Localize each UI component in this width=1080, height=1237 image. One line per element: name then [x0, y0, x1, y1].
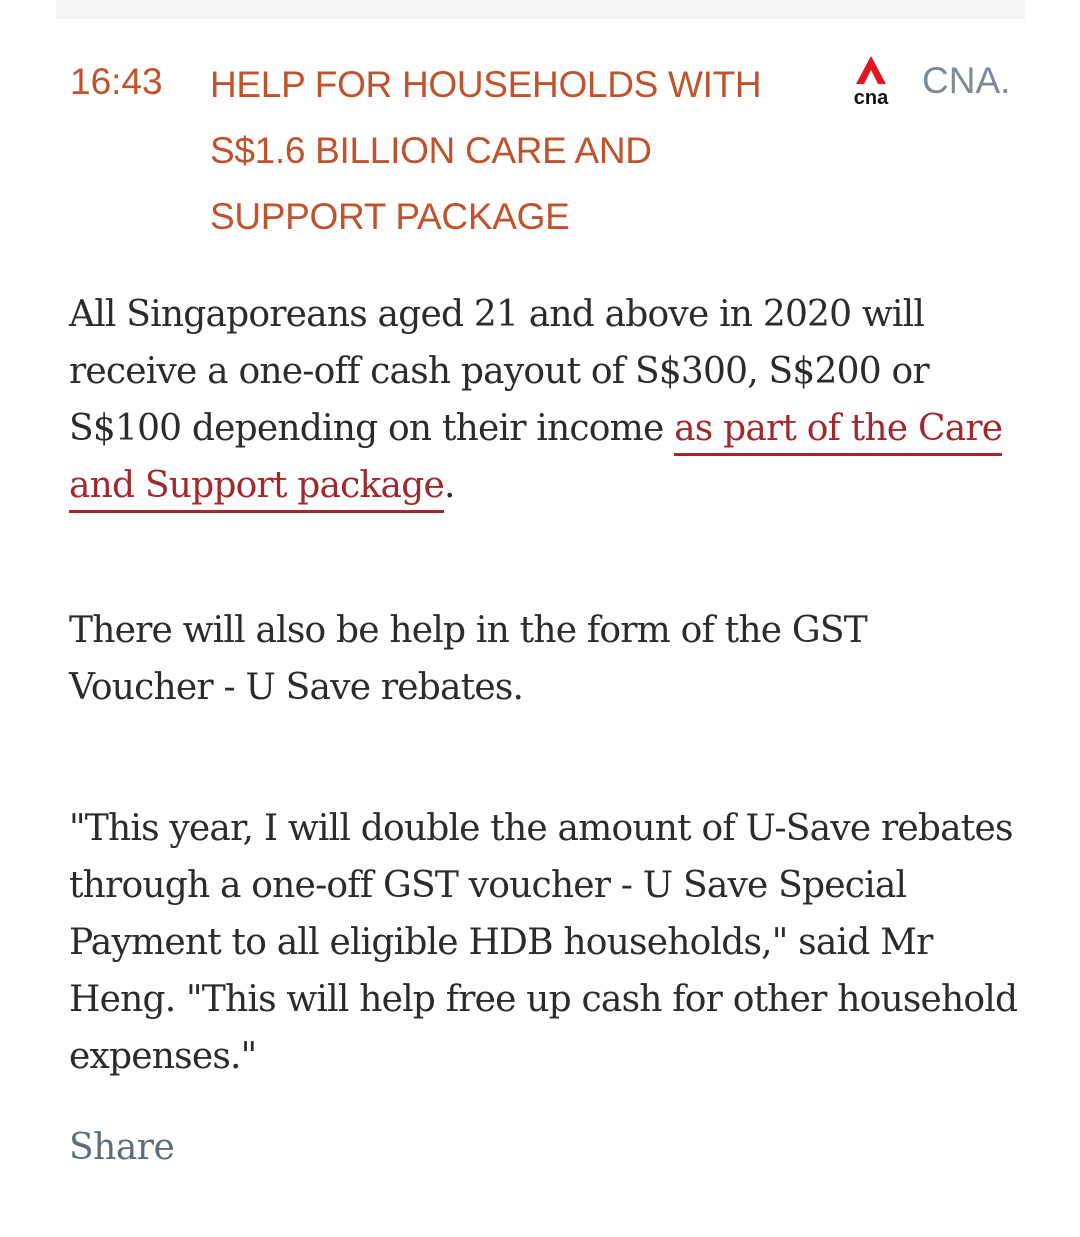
post-headline: HELP FOR HOUSEHOLDS WITH S$1.6 BILLION CARE AND SUPPORT PACKAGE — [210, 64, 762, 237]
post-source — [850, 54, 1010, 108]
care-support-package-link[interactable]: as part of the Care and Support package — [69, 408, 1002, 513]
paragraph-payout-text: All Singaporeans aged 21 and above in 2020 will receive a one-off cash payout of S$300, S$200 or S$100 depending on their income — [69, 294, 929, 449]
paragraph-quote: "This year, I will double the amount of U-Save rebates through a one-off GST voucher - U Save Special Payment to all eligible HDB households," said Mr Heng. "This will help free up cash for other household expenses." — [69, 808, 1018, 1077]
top-divider — [56, 0, 1025, 19]
paragraph-gst-voucher: There will also be help in the form of the GST Voucher - U Save rebates. — [69, 610, 867, 708]
paragraph-payout-end: . — [443, 465, 455, 506]
cna-logo-icon — [850, 54, 892, 108]
paragraph-payout — [69, 286, 1019, 514]
share-button[interactable]: Share — [69, 1127, 175, 1168]
post-header — [70, 52, 1015, 242]
post-time: 16:43 — [70, 61, 163, 102]
cna-logo-text: cna — [853, 87, 889, 108]
source-name: CNA. — [922, 60, 1011, 101]
